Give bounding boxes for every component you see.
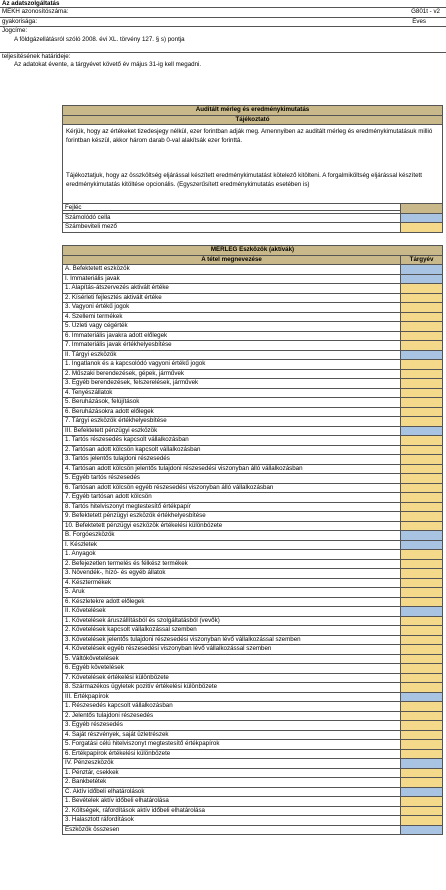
input-cell[interactable] (401, 816, 443, 826)
table-header-row (63, 256, 443, 266)
table-row (63, 712, 443, 722)
input-cell[interactable] (401, 341, 443, 351)
legend-calc-label: Számolódó cella (63, 214, 401, 224)
info-paragraph-1: Kérjük, hogy az értékeket tizedesjegy nélkül, ezer forintban adják meg. Amennyiben az auditált mérleg és eredménykimutatásuk millió forintban készül, akkor három darab 0-val alakítsák ezer forinttá. (63, 125, 443, 169)
input-cell[interactable] (401, 740, 443, 750)
table-row (63, 408, 443, 418)
info-subtitle: Tájékoztató (63, 116, 443, 126)
input-cell[interactable] (401, 360, 443, 370)
input-cell[interactable] (401, 417, 443, 427)
table-row (63, 826, 443, 836)
input-cell[interactable] (401, 455, 443, 465)
input-cell[interactable] (401, 797, 443, 807)
table-row (63, 626, 443, 636)
input-cell[interactable] (401, 322, 443, 332)
row-label: 6. Értékpapírok értékelési különbözete (63, 750, 401, 760)
row-label: 6. Egyéb követelések (63, 664, 401, 674)
input-cell[interactable] (401, 284, 443, 294)
meta-id-row (0, 8, 446, 18)
input-cell[interactable] (401, 712, 443, 722)
input-cell[interactable] (401, 674, 443, 684)
legend-header-row (63, 204, 443, 214)
input-cell[interactable] (401, 721, 443, 731)
meta-frequency-label: gyakorisága: (2, 17, 38, 25)
calculated-cell (401, 351, 443, 361)
table-row (63, 617, 443, 627)
input-cell[interactable] (401, 617, 443, 627)
row-label: 1. Ingatlanok és a kapcsolódó vagyoni értékű jogok (63, 360, 401, 370)
table-row (63, 370, 443, 380)
table-row (63, 455, 443, 465)
table-row (63, 550, 443, 560)
input-cell[interactable] (401, 408, 443, 418)
table-row (63, 816, 443, 826)
table-row (63, 313, 443, 323)
row-label: C. Aktív időbeli elhatárolások (63, 788, 401, 798)
table-row (63, 379, 443, 389)
balance-sheet-table (62, 245, 443, 835)
row-label: 8. Tartós hitelviszonyt megtestesítő értékpapír (63, 503, 401, 513)
row-label: 8. Származékos ügyletek pozitív értékelési különbözete (63, 683, 401, 693)
input-cell[interactable] (401, 398, 443, 408)
meta-frequency: Éves (412, 17, 426, 25)
table-row (63, 275, 443, 285)
table-row (63, 265, 443, 275)
table-row (63, 294, 443, 304)
table-row (63, 731, 443, 741)
table-row (63, 769, 443, 779)
table-row (63, 569, 443, 579)
input-cell[interactable] (401, 465, 443, 475)
row-label: 5. Egyéb tartós részesedés (63, 474, 401, 484)
table-row (63, 721, 443, 731)
row-label: 3. Egyéb részesedés (63, 721, 401, 731)
col-header-name: A tétel megnevezése (63, 256, 401, 266)
row-label: IV. Pénzeszközök (63, 759, 401, 769)
table-row (63, 465, 443, 475)
table-row (63, 778, 443, 788)
col-header-value: Tárgyév (401, 256, 443, 266)
calculated-cell (401, 427, 443, 437)
row-label: 4. Szellemi termékek (63, 313, 401, 323)
table-row (63, 807, 443, 817)
row-label: 3. Követelések jelentős tulajdoni részesedési viszonyban lévő vállalkozással szemben (63, 636, 401, 646)
row-label: 4. Tartósan adott kölcsön jelentős tulajdoni részesedési viszonyban álló vállalkozásban (63, 465, 401, 475)
table-row (63, 427, 443, 437)
table-row (63, 332, 443, 342)
row-label: 1. Követelések áruszállításból és szolgáltatásból (vevők) (63, 617, 401, 627)
table-row (63, 664, 443, 674)
row-label: 9. Befektetett pénzügyi eszközök értékhelyesbítése (63, 512, 401, 522)
meta-block (0, 0, 446, 77)
row-label: 2. Műszaki berendezések, gépek, járművek (63, 370, 401, 380)
input-cell[interactable] (401, 626, 443, 636)
table-title-row (63, 246, 443, 256)
table-row (63, 512, 443, 522)
row-label: 4. Követelések egyéb részesedési viszonyban lévő vállalkozással szemben (63, 645, 401, 655)
row-label: 7. Egyéb tartósan adott kölcsön (63, 493, 401, 503)
table-row (63, 759, 443, 769)
row-label: 5. Forgatási célú hitelviszonyt megtestesítő értékpapírok (63, 740, 401, 750)
row-label: 1. Tartós részesedés kapcsolt vállalkozásban (63, 436, 401, 446)
table-row (63, 788, 443, 798)
row-label: I. Immateriális javak (63, 275, 401, 285)
meta-frequency-row (0, 18, 446, 28)
input-cell[interactable] (401, 769, 443, 779)
calculated-cell (401, 541, 443, 551)
table-row (63, 341, 443, 351)
row-label: B. Forgóeszközök (63, 531, 401, 541)
table-row (63, 655, 443, 665)
info-paragraph-2: Tájékoztatjuk, hogy az összköltség eljárással készített eredménykimutatást kötelező kitölteni. A forgalmiköltség eljárással készített eredménykimutatás kitöltése opcionális. (Egyszerűsített eredménykimutatás esetében is) (63, 169, 443, 211)
info-title: Auditált mérleg és eredménykimutatás (63, 106, 443, 116)
row-label: 6. Immateriális javakra adott előlegek (63, 332, 401, 342)
row-label: 2. Bankbetétek (63, 778, 401, 788)
row-label: 3. Tartós jelentős tulajdoni részesedés (63, 455, 401, 465)
table-row (63, 484, 443, 494)
table-row (63, 503, 443, 513)
table-row (63, 351, 443, 361)
table-row (63, 588, 443, 598)
input-cell[interactable] (401, 550, 443, 560)
input-cell[interactable] (401, 446, 443, 456)
input-cell[interactable] (401, 503, 443, 513)
row-label: 2. Befejezetlen termelés és félkész termékek (63, 560, 401, 570)
row-label: 2. Követelések kapcsolt vállalkozással szemben (63, 626, 401, 636)
table-row (63, 750, 443, 760)
row-label: 3. Vagyoni értékű jogok (63, 303, 401, 313)
legend-header-swatch (401, 204, 443, 214)
row-label: 1. Alapítás-átszervezés aktivált értéke (63, 284, 401, 294)
table-row (63, 446, 443, 456)
input-cell[interactable] (401, 484, 443, 494)
row-label: 7. Követelések értékelési különbözete (63, 674, 401, 684)
calculated-cell (401, 275, 443, 285)
input-cell[interactable] (401, 655, 443, 665)
row-label: 1. Bevételek aktív időbeli elhatárolása (63, 797, 401, 807)
table-row (63, 702, 443, 712)
table-title: MÉRLEG Eszközök (aktívák) (63, 246, 443, 256)
calculated-cell (401, 531, 443, 541)
row-label: 3. Egyéb berendezések, felszerelések, járművek (63, 379, 401, 389)
row-label: 7. Tárgyi eszközök értékhelyesbítése (63, 417, 401, 427)
legend-calc-swatch (401, 214, 443, 224)
row-label: 3. Halasztott ráfordítások (63, 816, 401, 826)
input-cell[interactable] (401, 294, 443, 304)
table-row (63, 693, 443, 703)
input-cell[interactable] (401, 569, 443, 579)
row-label: 6. Tartósan adott kölcsön egyéb részesedési viszonyban álló vállalkozásban (63, 484, 401, 494)
input-cell[interactable] (401, 588, 443, 598)
input-cell[interactable] (401, 332, 443, 342)
row-label: 3. Növendék-, hízó- és egyéb állatok (63, 569, 401, 579)
row-label: 1. Anyagok (63, 550, 401, 560)
table-body (63, 265, 443, 835)
row-label: Eszközök összesen (63, 826, 401, 836)
row-label: II. Követelések (63, 607, 401, 617)
row-label: A. Befektetett eszközök (63, 265, 401, 275)
table-row (63, 636, 443, 646)
row-label: 4. Késztermékek (63, 579, 401, 589)
input-cell[interactable] (401, 683, 443, 693)
input-cell[interactable] (401, 512, 443, 522)
row-label: III. Értékpapírok (63, 693, 401, 703)
row-label: 6. Beruházásokra adott előlegek (63, 408, 401, 418)
table-row (63, 541, 443, 551)
meta-deadline-text: Az adatokat évente, a tárgyévet követő év május 31-ig kell megadni. (14, 61, 202, 69)
input-cell[interactable] (401, 807, 443, 817)
row-label: 2. Jelentős tulajdoni részesedés (63, 712, 401, 722)
table-row (63, 493, 443, 503)
table-row (63, 598, 443, 608)
table-row (63, 560, 443, 570)
row-label: 6. Készletekre adott előlegek (63, 598, 401, 608)
calculated-cell (401, 759, 443, 769)
row-label: 4. Tenyészállatok (63, 389, 401, 399)
table-row (63, 645, 443, 655)
input-cell[interactable] (401, 474, 443, 484)
input-cell[interactable] (401, 778, 443, 788)
input-cell[interactable] (401, 664, 443, 674)
calculated-cell (401, 788, 443, 798)
table-row (63, 579, 443, 589)
row-label: 1. Pénztár, csekkek (63, 769, 401, 779)
table-row (63, 303, 443, 313)
table-row (63, 284, 443, 294)
input-cell[interactable] (401, 313, 443, 323)
input-cell[interactable] (401, 379, 443, 389)
input-cell[interactable] (401, 493, 443, 503)
input-cell[interactable] (401, 303, 443, 313)
info-panel (62, 105, 443, 211)
calculated-cell (401, 607, 443, 617)
legend (62, 203, 443, 233)
input-cell[interactable] (401, 645, 443, 655)
input-cell[interactable] (401, 579, 443, 589)
input-cell[interactable] (401, 731, 443, 741)
row-label: III. Befektetett pénzügyi eszközök (63, 427, 401, 437)
calculated-cell (401, 265, 443, 275)
meta-legal-text: A földgázellátásról szóló 2008. évi XL. törvény 127. § s) pontja (0, 36, 446, 53)
input-cell[interactable] (401, 702, 443, 712)
table-row (63, 683, 443, 693)
legend-input-swatch (401, 223, 443, 233)
input-cell[interactable] (401, 370, 443, 380)
row-label: 10. Befektetett pénzügyi eszközök értékelési különbözete (63, 522, 401, 532)
legend-input-label: Számbeviteli mező (63, 223, 401, 233)
legend-header-label: Fejléc (63, 204, 401, 214)
table-row (63, 607, 443, 617)
meta-id-label: MEKH azonosítószáma: (2, 8, 69, 15)
table-row (63, 436, 443, 446)
row-label: 4. Saját részvények, saját üzletrészek (63, 731, 401, 741)
input-cell[interactable] (401, 389, 443, 399)
table-row (63, 417, 443, 427)
table-row (63, 398, 443, 408)
meta-legal-label: Jogcíme: (2, 27, 28, 35)
row-label: 5. Beruházások, felújítások (63, 398, 401, 408)
legend-input-row (63, 223, 443, 233)
row-label: II. Tárgyi eszközök (63, 351, 401, 361)
row-label: 2. Költségek, ráfordítások aktív időbeli elhatárolása (63, 807, 401, 817)
input-cell[interactable] (401, 436, 443, 446)
meta-title: Az adatszolgáltatás (0, 0, 446, 8)
row-label: 5. Üzleti vagy cégérték (63, 322, 401, 332)
input-cell[interactable] (401, 560, 443, 570)
table-row (63, 389, 443, 399)
input-cell[interactable] (401, 522, 443, 532)
table-row (63, 522, 443, 532)
row-label: 5. Váltókövetelések (63, 655, 401, 665)
row-label: 2. Tartósan adott kölcsön kapcsolt vállalkozásban (63, 446, 401, 456)
table-row (63, 474, 443, 484)
calculated-cell (401, 693, 443, 703)
row-label: 2. Kísérleti fejlesztés aktivált értéke (63, 294, 401, 304)
row-label: 7. Immateriális javak értékhelyesbítése (63, 341, 401, 351)
row-label: I. Készletek (63, 541, 401, 551)
calculated-cell (401, 826, 443, 836)
meta-deadline-label: teljesítésének határideje: (2, 52, 71, 60)
table-row (63, 740, 443, 750)
meta-code: G801t - v2 (411, 8, 440, 15)
table-row (63, 674, 443, 684)
input-cell[interactable] (401, 750, 443, 760)
input-cell[interactable] (401, 636, 443, 646)
row-label: 5. Áruk (63, 588, 401, 598)
table-row (63, 797, 443, 807)
table-row (63, 360, 443, 370)
input-cell[interactable] (401, 598, 443, 608)
legend-calc-row (63, 214, 443, 224)
table-row (63, 322, 443, 332)
row-label: 1. Részesedés kapcsolt vállalkozásban (63, 702, 401, 712)
table-row (63, 531, 443, 541)
